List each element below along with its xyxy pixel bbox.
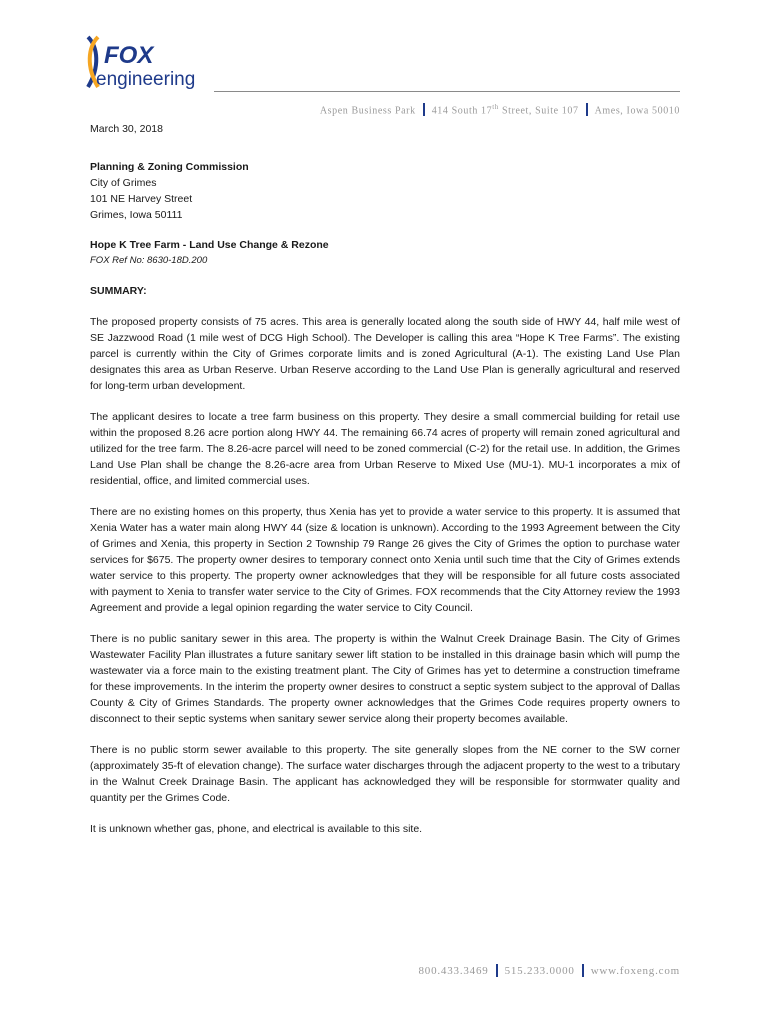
recipient-line: 101 NE Harvey Street xyxy=(90,193,193,205)
address-separator xyxy=(423,103,425,116)
summary-heading: SUMMARY: xyxy=(90,285,147,297)
address-separator xyxy=(586,103,588,116)
address-street-sup: th xyxy=(492,103,499,111)
paragraph: The applicant desires to locate a tree farm business on this property. They desire a small commercial building for retail use within the proposed 8.26 acre portion along HWY 44. The remaining 66.74 acres of property will remain zoned agricultural and utilized for the tree farm. The 8.26-acre parcel will need to be zoned commercial (C-2) for the retail use. In addition, the Grimes Land Use Plan shall be change the 8.26-acre area from Urban Reserve to Mixed Use (MU-1). MU-1 incorporates a mix of residential, office, and limited commercial uses. xyxy=(90,411,680,487)
footer-separator xyxy=(582,964,584,977)
address-street-rest: Street, Suite 107 xyxy=(498,105,579,117)
footer-website: www.foxeng.com xyxy=(590,965,680,977)
footer-contact xyxy=(418,964,680,977)
paragraph: There is no public sanitary sewer in this area. The property is within the Walnut Creek Drainage Basin. The City of Grimes Wastewater Facility Plan illustrates a future sanitary sewer lift station to be installed in this drainage basin which will pump the wastewater via a force main to the existing treatment plant. The City of Grimes has yet to determine a construction timeframe for these improvements. In the interim the property owner desires to construct a septic system subject to the approval of Dallas County & City of Grimes Standards. The property owner acknowledges that the Grimes Code requires property owners to disconnect to their septic systems when sanitary sewer service along their property becomes available. xyxy=(90,633,680,725)
header-address xyxy=(320,103,680,116)
address-city: Ames, Iowa 50010 xyxy=(594,105,680,117)
reference-number: FOX Ref No: 8630-18D.200 xyxy=(90,255,208,266)
paragraph: It is unknown whether gas, phone, and electrical is available to this site. xyxy=(90,823,423,835)
paragraph: There are no existing homes on this property, thus Xenia has yet to provide a water service to this property. It is assumed that Xenia Water has a water main along HWY 44 (size & location is unknown). According to the 1993 Agreement between the City of Grimes and Xenia, this property in Section 2 Township 79 Range 26 gives the City of Grimes the option to purchase water services for $675. The property owner desires to temporary connect onto Xenia until such time that the City of Grimes extends water service to this property. The property owner acknowledges that they will be responsible for all future costs associated with payment to Xenia to transfer water service to the City of Grimes. FOX recommends that the City Attorney review the 1993 Agreement and provide a legal opinion regarding the water service to City Council. xyxy=(90,506,680,614)
fox-engineering-logo xyxy=(84,33,219,91)
letter-body xyxy=(90,121,680,837)
subject-line: Hope K Tree Farm - Land Use Change & Rezone xyxy=(90,239,329,251)
address-park: Aspen Business Park xyxy=(319,105,416,117)
logo-engineering-text: engineering xyxy=(96,69,196,90)
recipient-line: Planning & Zoning Commission xyxy=(90,161,249,173)
recipient-line: City of Grimes xyxy=(90,177,157,189)
paragraph: There is no public storm sewer available to this property. The site generally slopes from the NE corner to the SW corner (approximately 35-ft of elevation change). The surface water discharges through the adjacent property to the west to a tributary in the Walnut Creek Drainage Basin. The applicant has acknowledged they will be responsible for stormwater quality and quantity per the Grimes Code. xyxy=(90,744,680,804)
footer-phone-local: 515.233.0000 xyxy=(504,965,575,977)
header-rule xyxy=(214,91,680,92)
logo-fox-text: FOX xyxy=(104,42,154,69)
address-street-number: 414 South 17 xyxy=(431,105,493,117)
recipient-line: Grimes, Iowa 50111 xyxy=(90,209,183,221)
footer-phone-tollfree: 800.433.3469 xyxy=(418,965,489,977)
paragraph: The proposed property consists of 75 acres. This area is generally located along the south side of HWY 44, half mile west of SE Jazzwood Road (1 mile west of DCG High School). The Developer is calling this area “Hope K Tree Farms”. The existing parcel is currently within the City of Grimes corporate limits and is zoned Agricultural (A-1). The existing Land Use Plan designates this area as Urban Reserve. Urban Reserve according to the Land Use Plan is generally agricultural and reserved for long-term urban development. xyxy=(90,316,680,392)
footer-separator xyxy=(496,964,498,977)
letter-date: March 30, 2018 xyxy=(90,123,163,135)
